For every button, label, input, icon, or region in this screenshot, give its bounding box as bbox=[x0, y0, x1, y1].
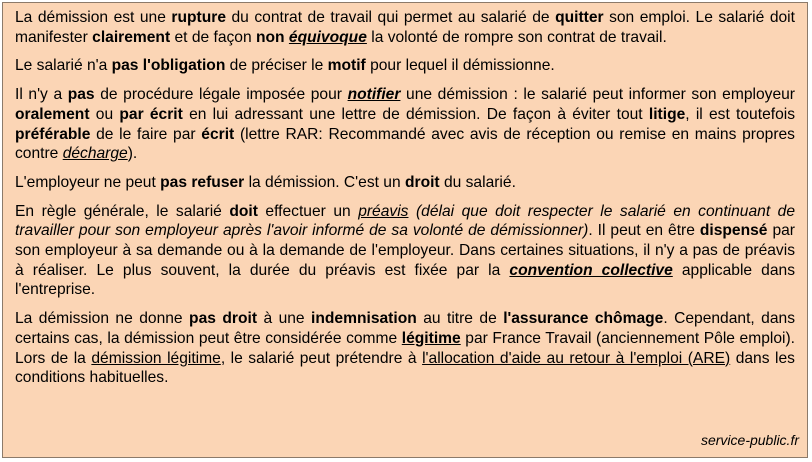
text-run: démission légitime bbox=[91, 349, 221, 367]
text-run: ). bbox=[127, 145, 138, 163]
text-run: En règle générale, le salarié bbox=[15, 202, 230, 220]
text-run: Il n'y a bbox=[15, 86, 68, 104]
paragraph-preavis bbox=[15, 202, 795, 301]
text-run: droit bbox=[404, 173, 440, 191]
text-run: l'assurance chômage bbox=[503, 310, 664, 328]
text-run: (lettre RAR: Recommandé avec avis de réception ou remise en mains propres contre bbox=[15, 125, 795, 163]
text-run: du salarié. bbox=[439, 173, 516, 191]
text-run: La démission est une bbox=[15, 9, 172, 26]
source-credit: service-public.fr bbox=[700, 432, 799, 449]
text-run: clairement bbox=[92, 28, 171, 46]
text-run: effectuer un bbox=[257, 202, 359, 220]
text-run: pas l'obligation bbox=[111, 57, 226, 75]
paragraph-motif bbox=[15, 56, 795, 76]
text-run: par son employeur à sa demande ou à la demande de l'employeur. Dans certaines situations, il n'y a pas de préavis à réaliser. Le plus souvent, la durée du préavis est fixée par la bbox=[15, 222, 795, 279]
text-run: dans les conditions habituelles. bbox=[15, 349, 795, 387]
text-run: indemnisation bbox=[311, 310, 417, 328]
text-run: pas refuser bbox=[160, 173, 245, 191]
text-run: en lui adressant une lettre de démission. De façon à éviter tout bbox=[182, 105, 649, 123]
text-run: . Il peut en être bbox=[588, 222, 700, 240]
text-run: et de façon bbox=[170, 28, 256, 46]
text-run: , le salarié peut prétendre à bbox=[220, 349, 423, 367]
text-run: la volonté de rompre son contrat de travail. bbox=[366, 28, 667, 46]
text-run: (délai que doit respecter le salarié en continuant de travailler pour son employeur après l'avoir informé de sa volonté de démissionner) bbox=[15, 202, 795, 240]
text-run: décharge bbox=[62, 145, 128, 163]
text-run: convention collective bbox=[509, 261, 673, 279]
text-run: de préciser le bbox=[225, 57, 328, 75]
text-run: Le salarié n'a bbox=[15, 57, 112, 75]
text-run: dispensé bbox=[699, 222, 768, 240]
text-run: par écrit bbox=[119, 105, 183, 123]
text-run: pas bbox=[67, 86, 95, 104]
text-run: , il est toutefois bbox=[685, 105, 796, 123]
text-run: ou bbox=[89, 105, 120, 123]
paragraph-chomage bbox=[15, 309, 795, 388]
text-run: . Cependant, dans certains cas, la démission peut être considérée comme bbox=[15, 310, 795, 347]
text-run: pas droit bbox=[189, 310, 258, 328]
paragraph-refus bbox=[15, 173, 795, 193]
text-run: La démission ne donne bbox=[15, 310, 190, 328]
text-run: par France Travail (anciennement Pôle emploi). Lors de la bbox=[15, 329, 795, 367]
text-run: une démission : le salarié peut informer son employeur bbox=[400, 86, 795, 104]
info-box bbox=[2, 2, 808, 458]
text-run: L'employeur ne peut bbox=[15, 173, 161, 191]
text-run: du contrat de travail qui permet au salarié de bbox=[226, 9, 556, 26]
text-run: non bbox=[255, 28, 289, 46]
paragraph-list bbox=[15, 8, 795, 388]
text-run: litige bbox=[648, 105, 686, 123]
text-run: quitter bbox=[555, 9, 604, 26]
text-run: à une bbox=[257, 310, 312, 328]
paragraph-definition bbox=[15, 8, 795, 47]
text-run: de procédure légale imposée pour bbox=[94, 86, 348, 104]
text-run: préavis bbox=[358, 202, 409, 220]
text-run: écrit bbox=[201, 125, 235, 143]
text-run: son emploi. Le salarié doit manifester bbox=[15, 9, 795, 46]
text-run: la démission. C'est un bbox=[244, 173, 405, 191]
text-run: rupture bbox=[171, 9, 226, 26]
text-run: au titre de bbox=[416, 310, 504, 328]
text-run: préférable bbox=[15, 125, 91, 143]
text-run: équivoque bbox=[288, 28, 367, 46]
text-run: l'allocation d'aide au retour à l'emploi (ARE) bbox=[422, 349, 731, 367]
text-run: pour lequel il démissionne. bbox=[365, 57, 555, 75]
text-run: notifier bbox=[347, 86, 401, 104]
text-run: motif bbox=[327, 57, 366, 75]
text-run: de le faire par bbox=[90, 125, 202, 143]
text-run: oralement bbox=[15, 105, 90, 123]
text-run: doit bbox=[229, 202, 258, 220]
text-run: applicable dans l'entreprise. bbox=[15, 261, 795, 299]
paragraph-procedure bbox=[15, 85, 795, 164]
text-run: légitime bbox=[401, 329, 461, 347]
